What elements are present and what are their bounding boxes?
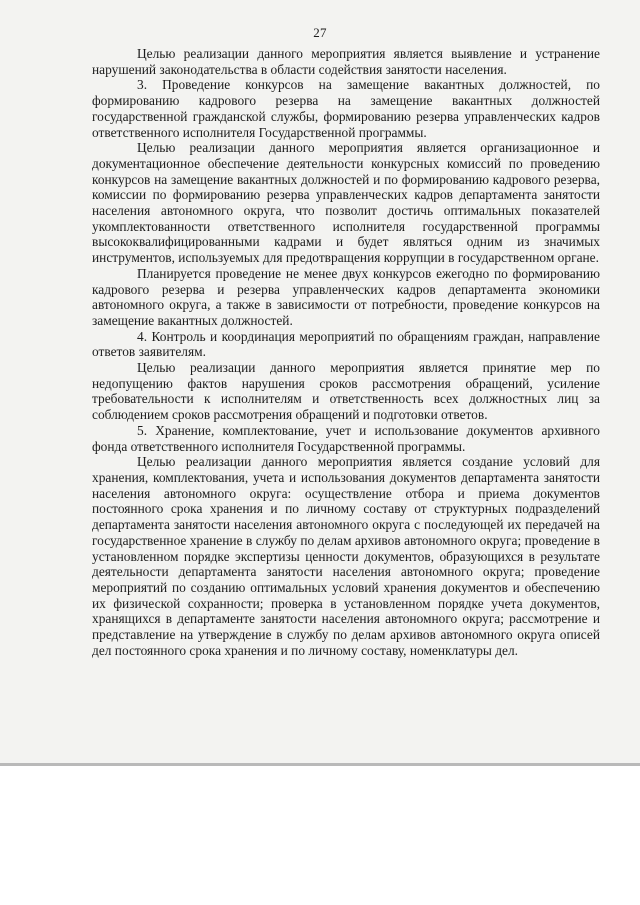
paragraph: 3. Проведение конкурсов на замещение вакантных должностей, по формированию кадрового резерва на замещение вакантных должностей государственной гражданской службы, формированию резерва управленческих кадров ответственного исполнителя Государственной программы. — [92, 77, 600, 140]
paragraph: 4. Контроль и координация мероприятий по обращениям граждан, направление ответов заявителям. — [92, 328, 600, 360]
paragraph: Целью реализации данного мероприятия является организационное и документационное обеспечение деятельности конкурсных комиссий по проведению конкурсов на замещение вакантных должностей и по формированию кадрового резерва, комиссии по формированию резерва управленческих кадров департамента занятости населения автономного округа, что позволит достичь оптимальных показателей укомплектованности ответственного исполнителя государственной программы высококвалифицированными кадрами и будет являться одним из значимых инструментов, используемых для предотвращения коррупции в государственном органе. — [92, 140, 600, 266]
paragraph: Целью реализации данного мероприятия является выявление и устранение нарушений законодательства в области содействия занятости населения. — [92, 46, 600, 77]
paragraph: Целью реализации данного мероприятия является создание условий для хранения, комплектования, учета и использования документов департамента занятости населения автономного округа: осуществление отбора и приема документов постоянного срока хранения и по личному составу от структурных подразделений департамента занятости населения автономного округа с последующей их передачей на государственное хранение в службу по делам архивов автономного округа; проведение в установленном порядке экспертизы ценности документов, образующихся в результате деятельности департамента занятости населения автономного округа; проведение мероприятий по созданию оптимальных условий хранения документов и обеспечению их физической сохранности; проверка в установленном порядке учета документов, хранящихся в департаменте занятости населения автономного округа; рассмотрение и представление на утверждение в службу по делам архивов автономного округа описей дел постоянного срока хранения и по личному составу, номенклатуры дел. — [92, 454, 600, 658]
page-number: 27 — [313, 25, 327, 40]
paragraph: 5. Хранение, комплектование, учет и использование документов архивного фонда ответственного исполнителя Государственной программы. — [92, 422, 600, 454]
paragraph: Целью реализации данного мероприятия является принятие мер по недопущению фактов нарушения сроков рассмотрения обращений, усиление требовательности к исполнителям и ответственность всех должностных лиц за соблюдением сроков рассмотрения обращений и подготовки ответов. — [92, 360, 600, 423]
paragraph: Планируется проведение не менее двух конкурсов ежегодно по формированию кадрового резерва и резерва управленческих кадров департамента экономики автономного округа, а также в зависимости от потребности, проведение конкурсов на замещение вакантных должностей. — [92, 265, 600, 328]
document-body — [92, 46, 600, 658]
